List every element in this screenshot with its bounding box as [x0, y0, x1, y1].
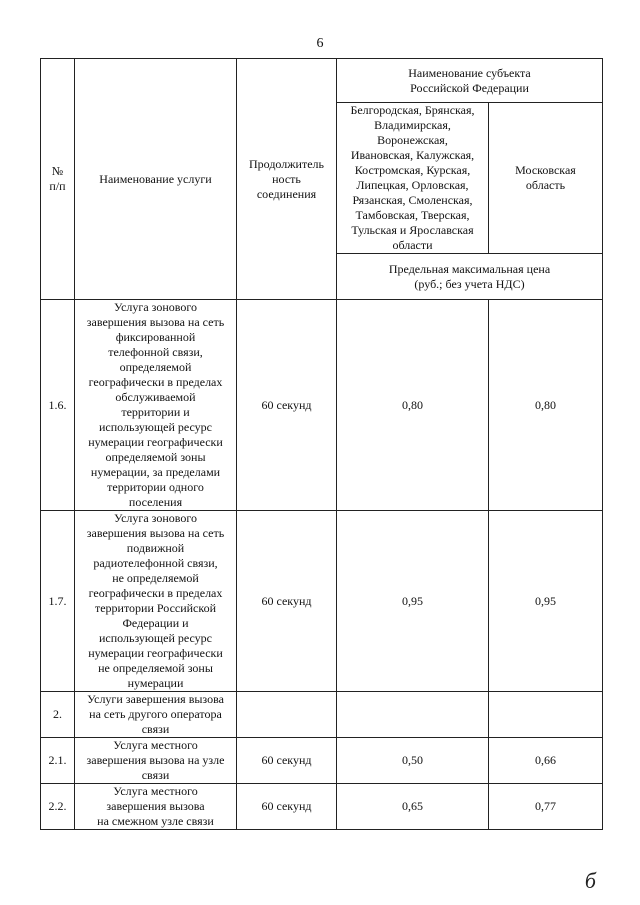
header-num: № п/п — [41, 59, 75, 300]
row-price-moscow: 0,66 — [489, 738, 603, 784]
table-row — [41, 511, 603, 692]
row-num: 1.6. — [41, 300, 75, 511]
row-duration: 60 секунд — [237, 784, 337, 830]
row-price-moscow: 0,77 — [489, 784, 603, 830]
row-price-group: 0,65 — [337, 784, 489, 830]
row-service: Услуги завершения вызова на сеть другого оператора связи — [75, 692, 237, 738]
page-number: 6 — [316, 36, 324, 51]
table-row — [41, 692, 603, 738]
row-num: 2.1. — [41, 738, 75, 784]
row-duration — [237, 692, 337, 738]
row-price-moscow: 0,80 — [489, 300, 603, 511]
row-service: Услуга зонового завершения вызова на сеть фиксированной телефонной связи, определяемой географически в пределах обслуживаемой территории и использующей ресурс нумерации географически определяемой зоны нумерации, за пределами территории одного поселения — [75, 300, 237, 511]
row-num: 2.2. — [41, 784, 75, 830]
row-num: 1.7. — [41, 511, 75, 692]
row-price-moscow: 0,95 — [489, 511, 603, 692]
row-price-moscow — [489, 692, 603, 738]
row-price-group: 0,80 — [337, 300, 489, 511]
header-regions-group: Белгородская, Брянская, Владимирская, Воронежская, Ивановская, Калужская, Костромская, Курская, Липецкая, Орловская, Рязанская, Смоленская, Тамбовская, Тверская, Тульская и Ярославская области — [337, 103, 489, 254]
row-price-group — [337, 692, 489, 738]
table-row — [41, 738, 603, 784]
row-service: Услуга местного завершения вызова на узле связи — [75, 738, 237, 784]
header-row-1 — [41, 59, 603, 103]
header-service: Наименование услуги — [75, 59, 237, 300]
tariff-table — [40, 58, 603, 830]
row-price-group: 0,95 — [337, 511, 489, 692]
table-row — [41, 784, 603, 830]
row-duration: 60 секунд — [237, 738, 337, 784]
handwritten-signature-mark: б — [584, 868, 596, 893]
header-subject: Наименование субъекта Российской Федерации — [337, 59, 603, 103]
table-row — [41, 300, 603, 511]
row-duration: 60 секунд — [237, 300, 337, 511]
header-region-moscow: Московская область — [489, 103, 603, 254]
row-num: 2. — [41, 692, 75, 738]
row-service: Услуга зонового завершения вызова на сеть подвижной радиотелефонной связи, не определяемой географически в пределах территории Российской Федерации и использующей ресурс нумерации географически не определяемой зоны нумерации — [75, 511, 237, 692]
row-duration: 60 секунд — [237, 511, 337, 692]
header-duration: Продолжитель ность соединения — [237, 59, 337, 300]
header-price: Предельная максимальная цена (руб.; без учета НДС) — [337, 254, 603, 300]
row-service: Услуга местного завершения вызова на смежном узле связи — [75, 784, 237, 830]
row-price-group: 0,50 — [337, 738, 489, 784]
